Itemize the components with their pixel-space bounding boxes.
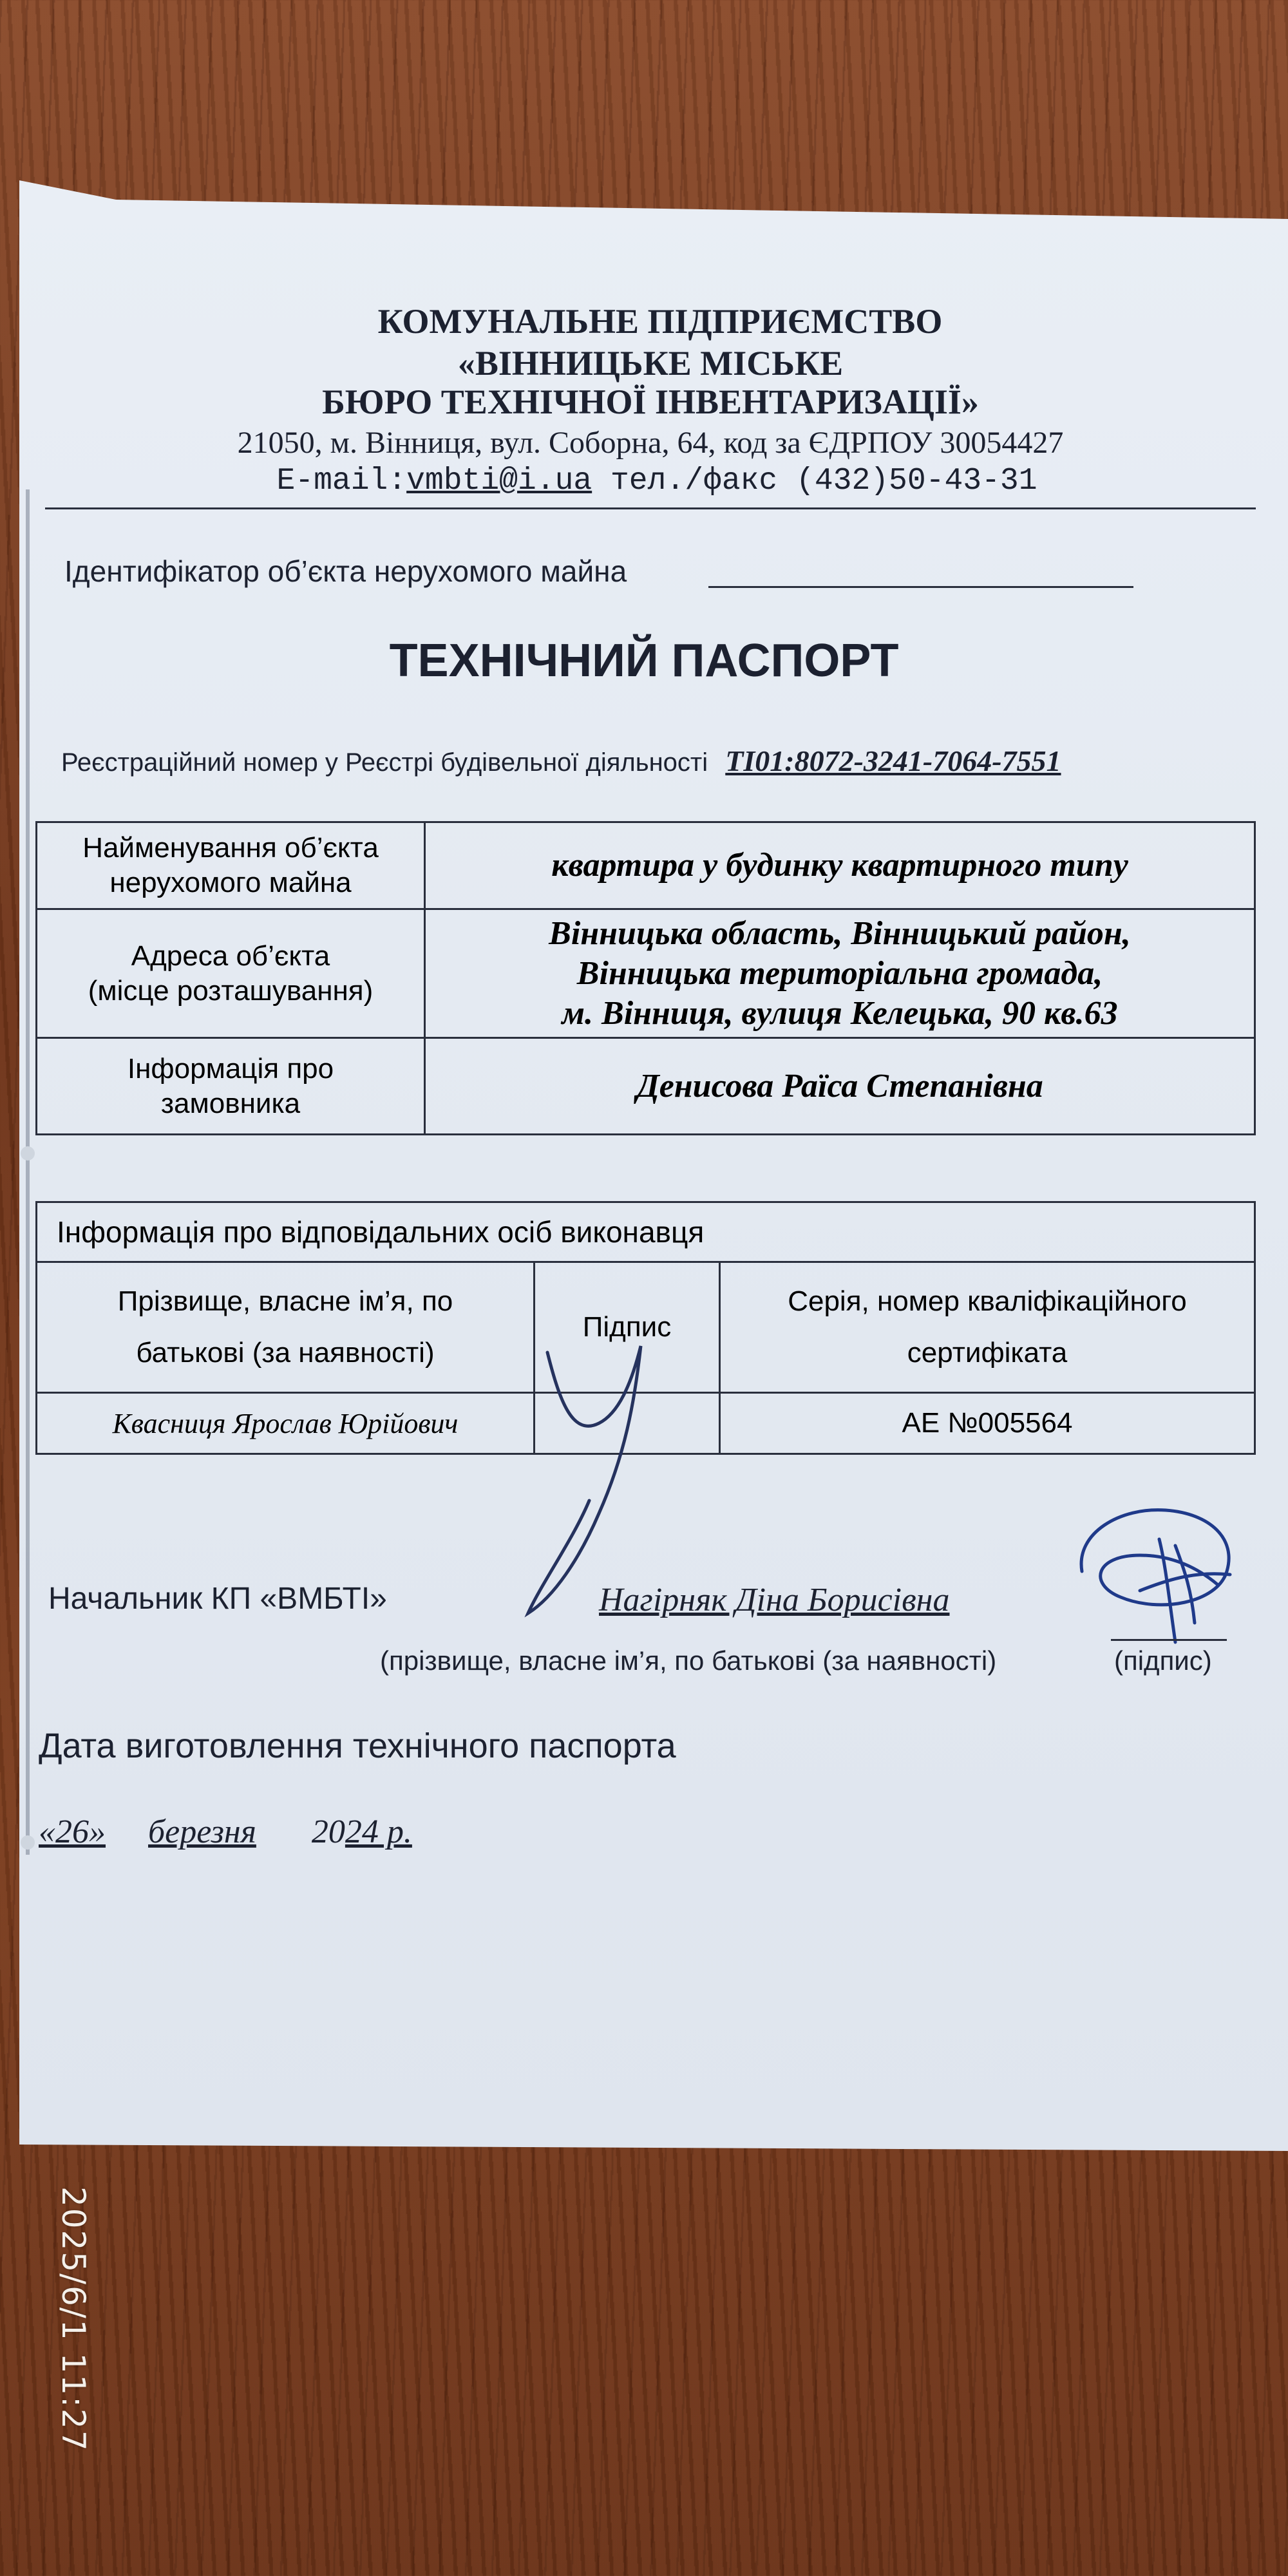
email-label: E-mail: xyxy=(276,464,407,498)
org-address: 21050, м. Вінниця, вул. Соборна, 64, код за ЄДРПОУ 30054427 xyxy=(237,426,1064,460)
photo-timestamp xyxy=(48,2186,100,2547)
binding-staple xyxy=(21,1835,35,1850)
table-row xyxy=(37,909,1255,1038)
executor-signature xyxy=(502,1327,708,1623)
column-header-signature: Підпис xyxy=(535,1262,720,1393)
column-header-certificate: Серія, номер кваліфікаційного сертифіката xyxy=(720,1262,1255,1393)
org-contact xyxy=(13,464,1288,498)
binding-staple xyxy=(21,1146,35,1160)
date-day: «26» xyxy=(39,1814,106,1850)
phone-fax: тел./факс (432)50-43-31 xyxy=(610,464,1037,498)
binding-spine xyxy=(26,489,30,1855)
registration-line xyxy=(61,744,1061,778)
object-name-value: квартира у будинку квартирного типу xyxy=(425,822,1255,909)
identifier-blank-line xyxy=(708,586,1133,588)
email-link[interactable]: vmbti@i.ua xyxy=(406,464,592,498)
head-position-label: Начальник КП «ВМБТІ» xyxy=(48,1582,387,1616)
object-name-label: Найменування об’єкта нерухомого майна xyxy=(37,822,425,909)
head-name: Нагірняк Діна Борисівна xyxy=(599,1582,950,1618)
date-label: Дата виготовлення технічного паспорта xyxy=(39,1727,676,1765)
org-name-line3: БЮРО ТЕХНІЧНОЇ ІНВЕНТАРИЗАЦІЇ» xyxy=(322,383,979,421)
customer-info-value: Денисова Раїса Степанівна xyxy=(425,1038,1255,1135)
table-row xyxy=(37,1038,1255,1135)
date-year-suffix: 24 р. xyxy=(345,1814,412,1850)
date-month: березня xyxy=(148,1814,256,1850)
signature-caption: (підпис) xyxy=(1114,1645,1212,1676)
object-info-table xyxy=(35,821,1256,1135)
table-row xyxy=(37,1202,1255,1262)
table-row xyxy=(37,822,1255,909)
executor-certificate: АЕ №005564 xyxy=(720,1393,1255,1454)
document-title: ТЕХНІЧНИЙ ПАСПОРТ xyxy=(389,635,899,687)
date-year-prefix: 20 xyxy=(311,1814,345,1850)
timestamp-text: 2025/6/1 11:27 xyxy=(55,2186,92,2452)
registration-label: Реєстраційний номер у Реєстрі будівельної діяльності xyxy=(61,748,708,777)
org-name-line2: «ВІННИЦЬКЕ МІСЬКЕ xyxy=(457,344,844,383)
object-address-value: Вінницька область, Вінницький район, Вінницька територіальна громада, м. Вінниця, вулиця Келецька, 90 кв.63 xyxy=(425,909,1255,1038)
registration-number: ТІ01:8072-3241-7064-7551 xyxy=(725,744,1061,777)
head-signature xyxy=(1063,1494,1249,1649)
header-divider xyxy=(45,507,1256,509)
identifier-label: Ідентифікатор об’єкта нерухомого майна xyxy=(64,554,627,588)
customer-info-label: Інформація про замовника xyxy=(37,1038,425,1135)
date-value xyxy=(39,1813,412,1851)
executor-name: Квасниця Ярослав Юрійович xyxy=(37,1393,535,1454)
signature-underline xyxy=(1111,1639,1227,1641)
name-caption: (прізвище, власне ім’я, по батькові (за наявності) xyxy=(380,1645,997,1676)
executor-table-header: Інформація про відповідальних осіб виконавця xyxy=(37,1202,1255,1262)
column-header-name: Прізвище, власне ім’я, по батькові (за наявності) xyxy=(37,1262,535,1393)
object-address-label: Адреса об’єкта (місце розташування) xyxy=(37,909,425,1038)
org-name-line1: КОМУНАЛЬНЕ ПІДПРИЄМСТВО xyxy=(377,302,943,341)
